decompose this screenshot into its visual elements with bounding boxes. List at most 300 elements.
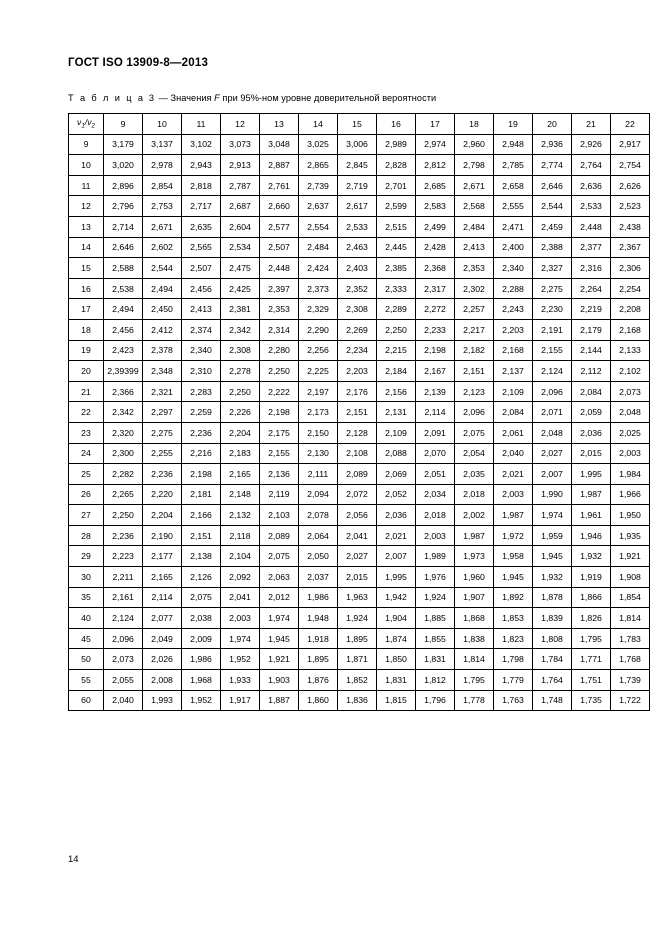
table-row xyxy=(69,628,650,649)
table-cell: 2,602 xyxy=(143,237,182,258)
table-cell: 2,798 xyxy=(455,155,494,176)
table-cell: 1,924 xyxy=(338,608,377,629)
table-cell: 2,943 xyxy=(182,155,221,176)
table-cell: 2,234 xyxy=(338,340,377,361)
table-cell: 1,963 xyxy=(338,587,377,608)
table-row-header: 20 xyxy=(69,361,104,382)
table-cell: 2,555 xyxy=(494,196,533,217)
table-cell: 2,588 xyxy=(104,258,143,279)
table-cell: 1,945 xyxy=(533,546,572,567)
table-cell: 3,020 xyxy=(104,155,143,176)
table-cell: 2,533 xyxy=(572,196,611,217)
table-cell: 3,025 xyxy=(299,134,338,155)
table-cell: 2,038 xyxy=(182,608,221,629)
table-cell: 1,918 xyxy=(299,628,338,649)
table-cell: 1,771 xyxy=(572,649,611,670)
table-cell: 2,637 xyxy=(299,196,338,217)
table-cell: 1,892 xyxy=(494,587,533,608)
table-cell: 1,798 xyxy=(494,649,533,670)
table-row xyxy=(69,237,650,258)
table-cell: 2,025 xyxy=(611,422,650,443)
table-cell: 2,084 xyxy=(572,381,611,402)
table-cell: 1,959 xyxy=(533,525,572,546)
table-cell: 1,831 xyxy=(377,670,416,691)
table-cell: 2,123 xyxy=(455,381,494,402)
table-cell: 2,130 xyxy=(299,443,338,464)
table-cell: 2,236 xyxy=(104,525,143,546)
table-cell: 1,778 xyxy=(455,690,494,711)
table-cell: 2,037 xyxy=(299,567,338,588)
table-cell: 2,112 xyxy=(572,361,611,382)
table-cell: 1,748 xyxy=(533,690,572,711)
table-cell: 2,456 xyxy=(182,278,221,299)
table-cell: 1,823 xyxy=(494,628,533,649)
table-cell: 2,052 xyxy=(377,484,416,505)
table-cell: 2,092 xyxy=(221,567,260,588)
table-cell: 1,854 xyxy=(611,587,650,608)
table-row-header: 22 xyxy=(69,402,104,423)
table-cell: 2,184 xyxy=(377,361,416,382)
table-cell: 1,945 xyxy=(260,628,299,649)
table-cell: 2,314 xyxy=(260,319,299,340)
table-cell: 1,995 xyxy=(572,464,611,485)
table-cell: 1,950 xyxy=(611,505,650,526)
table-column-header: 13 xyxy=(260,114,299,135)
table-cell: 1,764 xyxy=(533,670,572,691)
table-cell: 1,952 xyxy=(182,690,221,711)
table-row xyxy=(69,587,650,608)
table-row-header: 17 xyxy=(69,299,104,320)
table-cell: 2,155 xyxy=(260,443,299,464)
table-cell: 1,921 xyxy=(260,649,299,670)
table-cell: 2,845 xyxy=(338,155,377,176)
table-cell: 2,250 xyxy=(260,361,299,382)
table-cell: 1,812 xyxy=(416,670,455,691)
table-cell: 1,966 xyxy=(611,484,650,505)
table-cell: 2,499 xyxy=(416,216,455,237)
table-row-header: 16 xyxy=(69,278,104,299)
table-cell: 2,282 xyxy=(104,464,143,485)
table-row-header: 29 xyxy=(69,546,104,567)
table-row-header: 19 xyxy=(69,340,104,361)
table-cell: 2,203 xyxy=(338,361,377,382)
table-row xyxy=(69,464,650,485)
table-cell: 1,917 xyxy=(221,690,260,711)
table-cell: 2,494 xyxy=(104,299,143,320)
table-cell: 1,976 xyxy=(416,567,455,588)
table-cell: 1,885 xyxy=(416,608,455,629)
table-cell: 3,073 xyxy=(221,134,260,155)
table-cell: 2,225 xyxy=(299,361,338,382)
table-cell: 2,926 xyxy=(572,134,611,155)
table-cell: 2,424 xyxy=(299,258,338,279)
table-body xyxy=(69,114,650,711)
table-row xyxy=(69,567,650,588)
table-cell: 2,256 xyxy=(299,340,338,361)
table-cell: 1,838 xyxy=(455,628,494,649)
table-cell: 2,165 xyxy=(143,567,182,588)
table-cell: 2,012 xyxy=(260,587,299,608)
table-cell: 2,181 xyxy=(182,484,221,505)
table-cell: 2,636 xyxy=(572,175,611,196)
table-cell: 2,974 xyxy=(416,134,455,155)
table-cell: 2,327 xyxy=(533,258,572,279)
table-cell: 2,096 xyxy=(455,402,494,423)
table-cell: 2,219 xyxy=(572,299,611,320)
table-cell: 2,459 xyxy=(533,216,572,237)
table-cell: 2,096 xyxy=(104,628,143,649)
table-cell: 1,814 xyxy=(455,649,494,670)
table-row xyxy=(69,422,650,443)
table-cell: 1,871 xyxy=(338,649,377,670)
table-cell: 2,761 xyxy=(260,175,299,196)
table-cell: 2,069 xyxy=(377,464,416,485)
table-cell: 2,177 xyxy=(143,546,182,567)
table-cell: 1,908 xyxy=(611,567,650,588)
table-cell: 2,109 xyxy=(494,381,533,402)
table-cell: 2,400 xyxy=(494,237,533,258)
table-cell: 2,034 xyxy=(416,484,455,505)
table-cell: 2,056 xyxy=(338,505,377,526)
table-cell: 1,968 xyxy=(182,670,221,691)
table-cell: 2,577 xyxy=(260,216,299,237)
table-cell: 2,774 xyxy=(533,155,572,176)
table-cell: 2,009 xyxy=(182,628,221,649)
table-cell: 2,230 xyxy=(533,299,572,320)
table-cell: 2,150 xyxy=(299,422,338,443)
table-cell: 2,166 xyxy=(182,505,221,526)
table-cell: 2,124 xyxy=(533,361,572,382)
table-cell: 2,108 xyxy=(338,443,377,464)
table-cell: 1,739 xyxy=(611,670,650,691)
table-cell: 2,198 xyxy=(260,402,299,423)
table-cell: 1,986 xyxy=(182,649,221,670)
table-cell: 2,250 xyxy=(104,505,143,526)
table-cell: 2,075 xyxy=(455,422,494,443)
table-cell: 2,599 xyxy=(377,196,416,217)
table-cell: 1,839 xyxy=(533,608,572,629)
table-cell: 2,133 xyxy=(611,340,650,361)
table-cell: 2,018 xyxy=(416,505,455,526)
table-cell: 2,378 xyxy=(143,340,182,361)
table-cell: 2,204 xyxy=(221,422,260,443)
table-cell: 2,255 xyxy=(143,443,182,464)
table-cell: 1,795 xyxy=(455,670,494,691)
table-cell: 2,040 xyxy=(494,443,533,464)
table-cell: 2,007 xyxy=(533,464,572,485)
table-column-header: 22 xyxy=(611,114,650,135)
table-cell: 2,236 xyxy=(182,422,221,443)
table-cell: 2,061 xyxy=(494,422,533,443)
table-cell: 1,779 xyxy=(494,670,533,691)
table-cell: 2,204 xyxy=(143,505,182,526)
table-row xyxy=(69,443,650,464)
table-cell: 2,717 xyxy=(182,196,221,217)
table-cell: 2,329 xyxy=(299,299,338,320)
table-cell: 2,367 xyxy=(611,237,650,258)
table-cell: 2,040 xyxy=(104,690,143,711)
table-column-header: 18 xyxy=(455,114,494,135)
table-cell: 2,144 xyxy=(572,340,611,361)
table-cell: 2,353 xyxy=(260,299,299,320)
table-cell: 2,041 xyxy=(221,587,260,608)
table-row xyxy=(69,670,650,691)
table-cell: 2,306 xyxy=(611,258,650,279)
table-row xyxy=(69,505,650,526)
table-cell: 2,308 xyxy=(221,340,260,361)
table-column-header: 19 xyxy=(494,114,533,135)
table-cell: 2,104 xyxy=(221,546,260,567)
table-column-header: 11 xyxy=(182,114,221,135)
table-cell: 2,138 xyxy=(182,546,221,567)
table-cell: 1,958 xyxy=(494,546,533,567)
table-cell: 2,377 xyxy=(572,237,611,258)
table-row-header: 24 xyxy=(69,443,104,464)
table-cell: 1,895 xyxy=(338,628,377,649)
table-cell: 2,448 xyxy=(260,258,299,279)
table-cell: 2,787 xyxy=(221,175,260,196)
table-cell: 2,660 xyxy=(260,196,299,217)
table-cell: 2,049 xyxy=(143,628,182,649)
table-cell: 1,973 xyxy=(455,546,494,567)
table-cell: 2,507 xyxy=(182,258,221,279)
table-cell: 2,280 xyxy=(260,340,299,361)
table-cell: 2,438 xyxy=(611,216,650,237)
table-cell: 2,320 xyxy=(104,422,143,443)
table-cell: 2,008 xyxy=(143,670,182,691)
table-cell: 2,036 xyxy=(377,505,416,526)
table-cell: 1,751 xyxy=(572,670,611,691)
corner-nu1-subscript: 1 xyxy=(81,123,85,131)
table-row xyxy=(69,278,650,299)
table-cell: 1,904 xyxy=(377,608,416,629)
table-cell: 2,198 xyxy=(182,464,221,485)
table-row xyxy=(69,196,650,217)
table-cell: 2,132 xyxy=(221,505,260,526)
table-cell: 2,475 xyxy=(221,258,260,279)
table-column-header: 15 xyxy=(338,114,377,135)
table-cell: 2,544 xyxy=(533,196,572,217)
table-cell: 2,102 xyxy=(611,361,650,382)
table-cell: 2,463 xyxy=(338,237,377,258)
table-cell: 2,109 xyxy=(377,422,416,443)
table-cell: 1,989 xyxy=(416,546,455,567)
table-row xyxy=(69,340,650,361)
table-row xyxy=(69,484,650,505)
table-cell: 1,972 xyxy=(494,525,533,546)
table-cell: 2,701 xyxy=(377,175,416,196)
table-cell: 1,853 xyxy=(494,608,533,629)
table-cell: 2,352 xyxy=(338,278,377,299)
table-cell: 2,275 xyxy=(533,278,572,299)
table-cell: 2,685 xyxy=(416,175,455,196)
table-cell: 2,233 xyxy=(416,319,455,340)
table-cell: 2,088 xyxy=(377,443,416,464)
table-cell: 2,515 xyxy=(377,216,416,237)
table-cell: 2,064 xyxy=(299,525,338,546)
table-cell: 2,818 xyxy=(182,175,221,196)
table-cell: 1,932 xyxy=(533,567,572,588)
table-cell: 2,544 xyxy=(143,258,182,279)
table-cell: 1,952 xyxy=(221,649,260,670)
table-column-header: 21 xyxy=(572,114,611,135)
table-row xyxy=(69,155,650,176)
table-cell: 1,895 xyxy=(299,649,338,670)
table-cell: 1,866 xyxy=(572,587,611,608)
table-corner-header xyxy=(69,114,104,135)
table-cell: 2,290 xyxy=(299,319,338,340)
f-distribution-table xyxy=(68,113,650,711)
table-cell: 2,089 xyxy=(338,464,377,485)
table-cell: 2,269 xyxy=(338,319,377,340)
table-cell: 2,275 xyxy=(143,422,182,443)
table-cell: 1,814 xyxy=(611,608,650,629)
table-cell: 2,604 xyxy=(221,216,260,237)
table-cell: 2,289 xyxy=(377,299,416,320)
table-cell: 1,946 xyxy=(572,525,611,546)
table-cell: 2,484 xyxy=(455,216,494,237)
table-cell: 2,340 xyxy=(494,258,533,279)
table-cell: 2,203 xyxy=(494,319,533,340)
table-cell: 1,960 xyxy=(455,567,494,588)
table-cell: 2,036 xyxy=(572,422,611,443)
table-row-header: 45 xyxy=(69,628,104,649)
table-cell: 2,554 xyxy=(299,216,338,237)
table-cell: 2,137 xyxy=(494,361,533,382)
table-caption-label: Т а б л и ц а xyxy=(68,93,145,103)
table-cell: 2,412 xyxy=(143,319,182,340)
table-cell: 2,003 xyxy=(494,484,533,505)
table-cell: 1,919 xyxy=(572,567,611,588)
table-cell: 2,348 xyxy=(143,361,182,382)
corner-label-nu: $\nu_1/\nu_2$ xyxy=(77,117,95,131)
table-cell: 2,381 xyxy=(221,299,260,320)
table-cell: 2,048 xyxy=(533,422,572,443)
table-cell: 2,265 xyxy=(104,484,143,505)
table-cell: 2,002 xyxy=(455,505,494,526)
table-cell: 2,021 xyxy=(377,525,416,546)
table-row xyxy=(69,402,650,423)
corner-nu1-symbol: ν xyxy=(77,117,82,128)
table-cell: 2,397 xyxy=(260,278,299,299)
table-cell: 2,342 xyxy=(104,402,143,423)
table-cell: 1,784 xyxy=(533,649,572,670)
table-cell: 1,903 xyxy=(260,670,299,691)
table-cell: 2,223 xyxy=(104,546,143,567)
table-cell: 2,063 xyxy=(260,567,299,588)
table-row xyxy=(69,134,650,155)
table-cell: 2,027 xyxy=(533,443,572,464)
table-cell: 2,494 xyxy=(143,278,182,299)
table-cell: 1,826 xyxy=(572,608,611,629)
table-cell: 1,974 xyxy=(260,608,299,629)
table-cell: 2,190 xyxy=(143,525,182,546)
table-cell: 1,921 xyxy=(611,546,650,567)
table-cell: 1,948 xyxy=(299,608,338,629)
table-cell: 2,671 xyxy=(455,175,494,196)
table-cell: 1,783 xyxy=(611,628,650,649)
table-cell: 2,646 xyxy=(104,237,143,258)
table-cell: 2,003 xyxy=(416,525,455,546)
table-cell: 2,960 xyxy=(455,134,494,155)
table-header-row xyxy=(69,114,650,135)
table-cell: 2,310 xyxy=(182,361,221,382)
table-cell: 2,075 xyxy=(260,546,299,567)
table-cell: 2,211 xyxy=(104,567,143,588)
table-cell: 2,385 xyxy=(377,258,416,279)
table-cell: 2,226 xyxy=(221,402,260,423)
table-cell: 2,078 xyxy=(299,505,338,526)
table-cell: 2,317 xyxy=(416,278,455,299)
table-cell: 2,484 xyxy=(299,237,338,258)
table-cell: 2,687 xyxy=(221,196,260,217)
table-cell: 2,173 xyxy=(299,402,338,423)
table-cell: 2,055 xyxy=(104,670,143,691)
page-number: 14 xyxy=(68,853,79,864)
table-cell: 2,739 xyxy=(299,175,338,196)
table-cell: 2,165 xyxy=(221,464,260,485)
table-cell: 2,161 xyxy=(104,587,143,608)
table-cell: 2,175 xyxy=(260,422,299,443)
table-cell: 2,646 xyxy=(533,175,572,196)
table-cell: 1,932 xyxy=(572,546,611,567)
table-cell: 2,523 xyxy=(611,196,650,217)
table-row-header: 25 xyxy=(69,464,104,485)
table-cell: 3,137 xyxy=(143,134,182,155)
table-column-header: 12 xyxy=(221,114,260,135)
table-cell: 2,448 xyxy=(572,216,611,237)
table-cell: 2,264 xyxy=(572,278,611,299)
table-cell: 2,425 xyxy=(221,278,260,299)
table-cell: 1,796 xyxy=(416,690,455,711)
table-row-header: 21 xyxy=(69,381,104,402)
table-column-header: 17 xyxy=(416,114,455,135)
table-cell: 1,987 xyxy=(572,484,611,505)
table-cell: 2,250 xyxy=(377,319,416,340)
table-cell: 2,374 xyxy=(182,319,221,340)
table-cell: 2,151 xyxy=(182,525,221,546)
table-row xyxy=(69,216,650,237)
table-cell: 1,868 xyxy=(455,608,494,629)
table-row xyxy=(69,258,650,279)
table-row xyxy=(69,690,650,711)
table-cell: 2,018 xyxy=(455,484,494,505)
table-cell: 2,39399 xyxy=(104,361,143,382)
table-cell: 2,812 xyxy=(416,155,455,176)
table-row xyxy=(69,649,650,670)
table-cell: 1,987 xyxy=(494,505,533,526)
table-row xyxy=(69,299,650,320)
table-cell: 2,155 xyxy=(533,340,572,361)
table-cell: 2,089 xyxy=(260,525,299,546)
table-cell: 2,118 xyxy=(221,525,260,546)
table-cell: 1,855 xyxy=(416,628,455,649)
table-column-header: 9 xyxy=(104,114,143,135)
table-cell: 2,148 xyxy=(221,484,260,505)
table-cell: 2,413 xyxy=(455,237,494,258)
table-cell: 1,907 xyxy=(455,587,494,608)
table-cell: 3,179 xyxy=(104,134,143,155)
table-cell: 2,136 xyxy=(260,464,299,485)
table-cell: 1,887 xyxy=(260,690,299,711)
table-cell: 3,102 xyxy=(182,134,221,155)
table-cell: 1,942 xyxy=(377,587,416,608)
table-cell: 2,300 xyxy=(104,443,143,464)
table-cell: 2,167 xyxy=(416,361,455,382)
table-cell: 2,168 xyxy=(611,319,650,340)
table-cell: 2,828 xyxy=(377,155,416,176)
table-cell: 2,027 xyxy=(338,546,377,567)
